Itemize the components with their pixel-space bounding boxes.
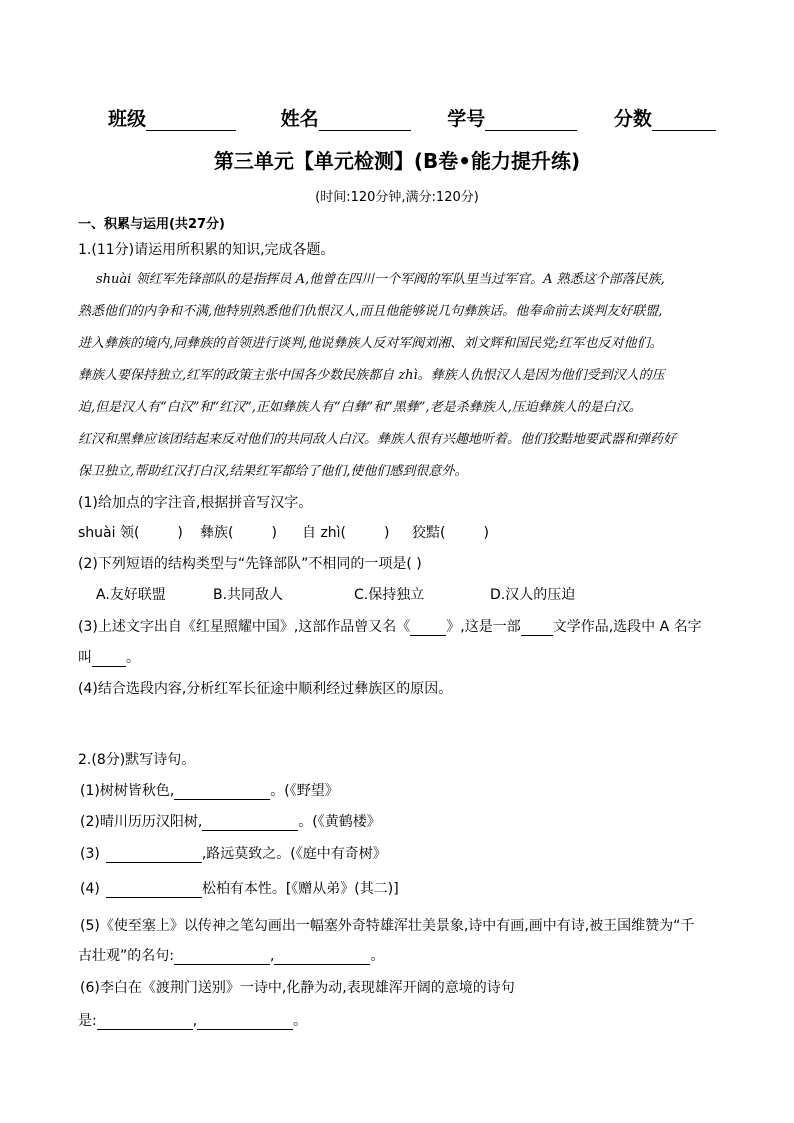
page-title: 第三单元【单元检测】(B卷•能力提升练) — [213, 149, 581, 173]
passage-line: 彝族人要保持独立,红军的政策主张中国各少数民族都自 zhì。彝族人仇恨汉人是因为他们受到汉人的压 — [78, 368, 665, 383]
id-field[interactable] — [447, 104, 577, 131]
pinyin-item[interactable]: 彝族( ) — [200, 525, 277, 541]
sub-question-3-cont: 叫 。 — [78, 650, 140, 666]
poem-item-3: (3) ,路远莫致之。(《庭中有奇树》 — [80, 846, 387, 862]
score-label: 分数 — [613, 108, 652, 130]
poem-item-6: (6)李白在《渡荆门送别》一诗中,化静为动,表现雄浑开阔的意境的诗句 — [80, 980, 515, 996]
answer-blank[interactable] — [106, 862, 202, 863]
poem-item-5-cont: 古壮观”的名句: , 。 — [78, 948, 385, 964]
passage-line: 红汉和黑彝应该团结起来反对他们的共同敌人白汉。彝族人很有兴趣地听着。他们狡黠地要武器和弹药好 — [78, 432, 677, 447]
passage-line: 进入彝族的境内,同彝族的首领进行谈判,他说彝族人反对军阀刘湘、刘文辉和国民党;红军也反对他们。 — [78, 336, 663, 351]
passage-line: shuài 领红军先锋部队的是指挥员 A,他曾在四川一个军阀的军队里当过军官。A 熟悉这个部落民族, — [96, 272, 665, 287]
poem-item-5: (5)《使至塞上》以传神之笔勾画出一幅塞外奇特雄浑壮美景象,诗中有画,画中有诗,被王国维赞为“千 — [80, 918, 695, 934]
score-blank[interactable] — [652, 130, 716, 131]
answer-blank[interactable] — [92, 666, 126, 667]
poem-item-2: (2)晴川历历汉阳树, 。(《黄鹤楼》 — [80, 814, 381, 830]
student-info-line — [108, 104, 716, 131]
id-label: 学号 — [447, 108, 486, 130]
section-heading: 一、积累与运用(共27分) — [78, 217, 225, 232]
id-blank[interactable] — [485, 130, 577, 131]
pinyin-item[interactable]: 狡黠( ) — [412, 525, 489, 541]
answer-blank[interactable] — [174, 964, 270, 965]
poem-item-1: (1)树树皆秋色, 。(《野望》 — [80, 783, 339, 799]
poem-item-6-cont: 是: , 。 — [78, 1013, 308, 1029]
answer-blank[interactable] — [410, 635, 446, 636]
passage-line: 迫,但是汉人有“白汉”和“红汉”,正如彝族人有“白彝”和“黑彝”,老是杀彝族人,压迫彝族人的是白汉。 — [78, 400, 642, 415]
answer-blank[interactable] — [174, 799, 270, 800]
answer-blank[interactable] — [97, 1029, 193, 1030]
sub-question-2: (2)下列短语的结构类型与“先锋部队”不相同的一项是( ) — [78, 556, 422, 572]
name-blank[interactable] — [319, 130, 411, 131]
question-2-stem: 2.(8分)默写诗句。 — [78, 752, 196, 768]
option-a[interactable]: A.友好联盟 — [96, 587, 166, 603]
answer-blank[interactable] — [197, 1029, 293, 1030]
name-field[interactable] — [281, 104, 411, 131]
option-d[interactable]: D.汉人的压迫 — [490, 587, 576, 603]
class-blank[interactable] — [146, 130, 236, 131]
answer-blank[interactable] — [521, 635, 553, 636]
passage-line: 熟悉他们的内争和不满,他特别熟悉他们仇恨汉人,而且他能够说几句彝族话。他奉命前去谈判友好联盟, — [78, 304, 663, 319]
sub-question-1: (1)给加点的字注音,根据拼音写汉字。 — [78, 495, 313, 511]
option-b[interactable]: B.共同敌人 — [213, 587, 284, 603]
pinyin-item[interactable]: shuài 领( ) — [78, 525, 183, 541]
pinyin-item[interactable]: 自 zhì( ) — [302, 525, 390, 541]
name-label: 姓名 — [280, 108, 319, 130]
sub-question-4: (4)结合选段内容,分析红军长征途中顺利经过彝族区的原因。 — [78, 681, 453, 697]
class-label: 班级 — [108, 108, 147, 130]
class-field[interactable] — [108, 104, 236, 131]
passage-line: 保卫独立,帮助红汉打白汉,结果红军都给了他们,使他们感到很意外。 — [78, 464, 468, 479]
poem-item-4: (4) 松柏有本性。[《赠从弟》(其二)] — [80, 881, 399, 897]
answer-blank[interactable] — [274, 964, 370, 965]
question-1-stem: 1.(11分)请运用所积累的知识,完成各题。 — [78, 242, 335, 258]
score-field[interactable] — [614, 104, 716, 131]
sub-question-3: (3)上述文字出自《红星照耀中国》,这部作品曾又名《 》,这是一部 文学作品,选段中 A 名字 — [78, 619, 702, 635]
answer-blank[interactable] — [202, 830, 298, 831]
exam-info: (时间:120分钟,满分:120分) — [315, 190, 479, 205]
answer-blank[interactable] — [106, 897, 202, 898]
option-c[interactable]: C.保持独立 — [354, 587, 425, 603]
